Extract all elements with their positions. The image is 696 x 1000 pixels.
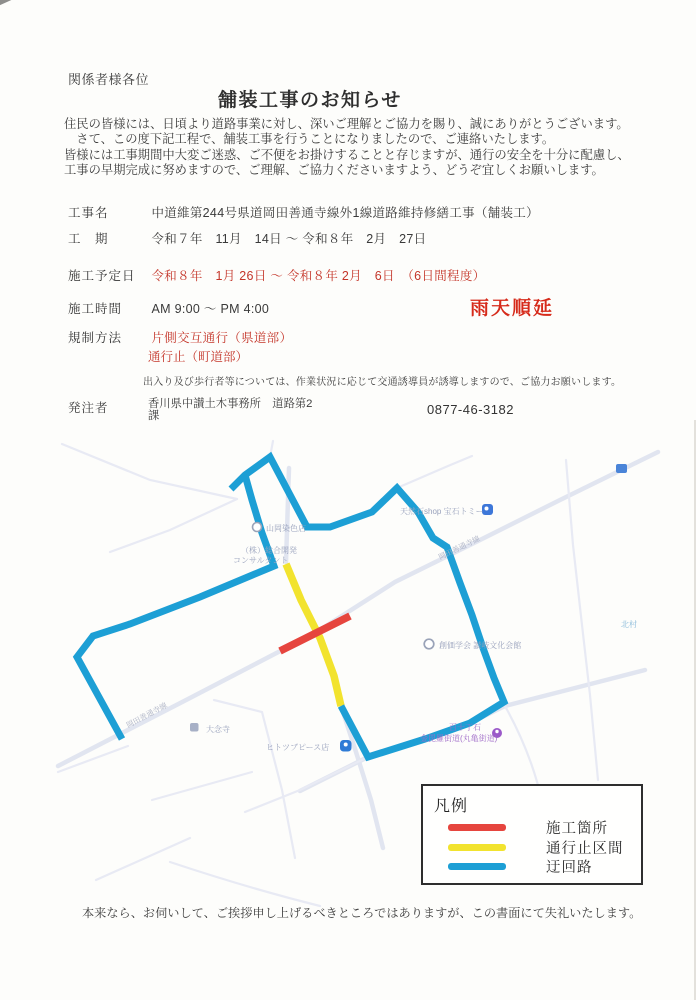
regulation-value-2: 通行止（町道部） — [148, 350, 249, 364]
detour-route-west — [77, 475, 274, 739]
legend-item-closed — [448, 837, 624, 858]
project-name-value: 中道維第244号県道岡田善通寺線外1線道路維持修繕工事（舗装工） — [151, 206, 539, 220]
intro-line: 皆様には工事期間中大変ご迷惑、ご不便をお掛けすることと存じますが、通行の安全を十分に配慮し、 — [64, 147, 630, 162]
poi-label-kitamura: 北村 — [621, 620, 637, 629]
hours-label: 施工時間 — [68, 302, 123, 316]
closing-note: 本来なら、お伺いして、ご挨拶申し上げるべきところではありますが、この書面にて失礼いたします。 — [82, 906, 642, 920]
poi-label-culture-hall: 創価学会 讃岐文化会館 — [439, 641, 522, 650]
period-value: 令和７年 11月 14日 ～ 令和８年 2月 27日 — [151, 232, 427, 246]
phone-number: 0877-46-3182 — [427, 402, 514, 417]
poi-label-gem-shop: 天然石shop 宝石トミー — [400, 507, 484, 516]
road-label-okada-2: 岡田善通寺線 — [124, 700, 169, 730]
pedestrian-note: 出入り及び歩行者等については、作業状況に応じて交通誘導員が誘導しますので、ご協力お願いします。 — [143, 377, 622, 388]
dye-shop-circle-icon — [253, 523, 262, 532]
temple-icon — [190, 723, 199, 732]
store-pin-dot — [344, 743, 348, 747]
poi-label-consultant-2: コンサルタント — [233, 556, 289, 565]
period-label: 工 期 — [68, 232, 109, 246]
poi-label-milestone: 百十丁石 — [449, 723, 481, 732]
legend-swatch-closed — [448, 844, 506, 851]
gem-shop-pin-dot — [485, 507, 489, 511]
legend-label-closed: 通行止区間 — [546, 841, 624, 857]
milestone-pin-dot — [495, 730, 498, 733]
map-labels — [124, 506, 637, 752]
poi-label-dye-shop: 山岡染色店 — [266, 524, 306, 533]
road-shield-icon — [616, 464, 627, 473]
orderer-value-line1: 香川県中讃土木事務所 道路第2 — [148, 398, 313, 410]
regulation-label: 規制方法 — [68, 331, 123, 345]
legend-item-detour — [448, 856, 593, 877]
orderer-label: 発注者 — [68, 401, 109, 415]
detour-route-lines — [77, 457, 504, 757]
detour-route-east — [231, 457, 504, 757]
legend-swatch-work — [448, 824, 506, 831]
poi-label-kaido: 金毘羅街道(丸亀街道) — [420, 734, 498, 743]
map-legend — [421, 784, 643, 885]
legend-label-detour: 迂回路 — [546, 860, 593, 876]
orderer-value-line2: 課 — [148, 410, 160, 422]
intro-line: さて、この度下記工程で、舗装工事を行うことになりましたので、ご連絡いたします。 — [64, 132, 555, 147]
hours-value: AM 9:00 ～ PM 4:00 — [151, 302, 270, 316]
closed-road-south — [341, 706, 383, 848]
culture-hall-circle-icon — [424, 639, 434, 649]
poi-label-store: ヒトツブピース店 — [266, 743, 330, 752]
recipient-line: 関係者様各位 — [68, 72, 150, 87]
legend-swatch-detour — [448, 863, 506, 870]
project-name-label: 工事名 — [68, 206, 109, 220]
intro-line: 住民の皆様には、日頃より道路事業に対し、深いご理解とご協力を賜り、誠にありがとうございます。 — [64, 117, 629, 131]
regulation-value-1: 片側交互通行（県道部） — [151, 331, 293, 345]
schedule-label: 施工予定日 — [68, 269, 136, 283]
intro-line: 工事の早期完成に努めますので、ご理解、ご協力くださいますよう、どうぞ宜しくお願いします。 — [64, 163, 604, 178]
poi-label-consultant-1: （株）総合開発 — [241, 546, 297, 555]
poi-label-temple: 大念寺 — [206, 725, 230, 734]
legend-title: 凡例 — [434, 798, 469, 815]
road-label-okada-1: 岡田善通寺線 — [436, 533, 482, 562]
legend-label-work: 施工箇所 — [546, 821, 608, 837]
page-title: 舗装工事のお知らせ — [218, 90, 402, 111]
schedule-value: 令和８年 1月 26日 ～ 令和８年 2月 6日 （6日間程度） — [151, 269, 486, 283]
rain-postponement-notice: 雨天順延 — [470, 298, 555, 319]
legend-item-work — [448, 817, 608, 838]
